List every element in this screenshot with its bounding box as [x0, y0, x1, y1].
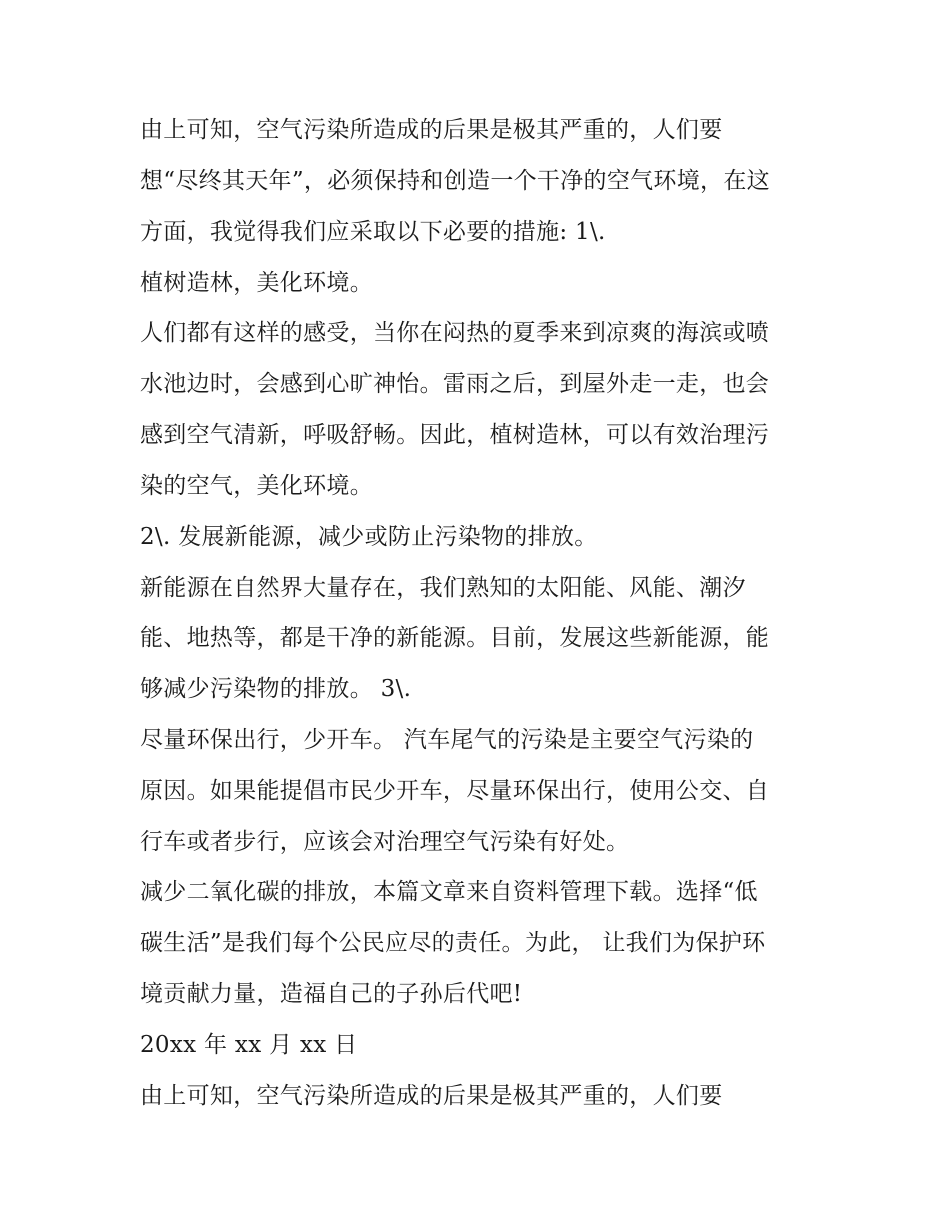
text-line: 植树造林，美化环境。	[140, 270, 373, 296]
text-line: 由上可知，空气污染所造成的后果是极其严重的，人们要	[140, 1083, 723, 1109]
text-line: 新能源在自然界大量存在，我们熟知的太阳能、风能、潮汐	[140, 575, 746, 601]
text-line: 够减少污染物的排放。 3\.	[140, 676, 412, 702]
text-line: 碳生活”是我们每个公民应尽的责任。为此， 让我们为保护环	[140, 930, 766, 956]
text-line: 由上可知，空气污染所造成的后果是极其严重的，人们要	[140, 117, 723, 143]
text-line: 染的空气，美化环境。	[140, 473, 373, 499]
text-line: 人们都有这样的感受，当你在闷热的夏季来到凉爽的海滨或喷	[140, 320, 770, 346]
text-line: 原因。如果能提倡市民少开车，尽量环保出行，使用公交、自	[140, 778, 770, 804]
text-line: 能、地热等，都是干净的新能源。目前，发展这些新能源，能	[140, 625, 770, 651]
text-line: 尽量环保出行，少开车。 汽车尾气的污染是主要空气污染的	[140, 727, 754, 753]
text-line: 水池边时，会感到心旷神怡。雷雨之后，到屋外走一走，也会	[140, 371, 770, 397]
text-line: 方面，我觉得我们应采取以下必要的措施: 1\.	[140, 219, 606, 245]
text-line: 行车或者步行，应该会对治理空气污染有好处。	[140, 829, 630, 855]
text-line: 2\. 发展新能源，减少或防止污染物的排放。	[140, 524, 598, 550]
text-line: 境贡献力量，造福自己的子孙后代吧!	[140, 981, 523, 1007]
date-line: 20xx 年 xx 月 xx 日	[140, 1032, 358, 1058]
text-line: 想“尽终其天年”，必须保持和创造一个干净的空气环境，在这	[140, 168, 770, 194]
text-line: 减少二氧化碳的排放，本篇文章来自资料管理下载。选择“低	[140, 879, 758, 905]
text-line: 感到空气清新，呼吸舒畅。因此，植树造林，可以有效治理污	[140, 422, 770, 448]
